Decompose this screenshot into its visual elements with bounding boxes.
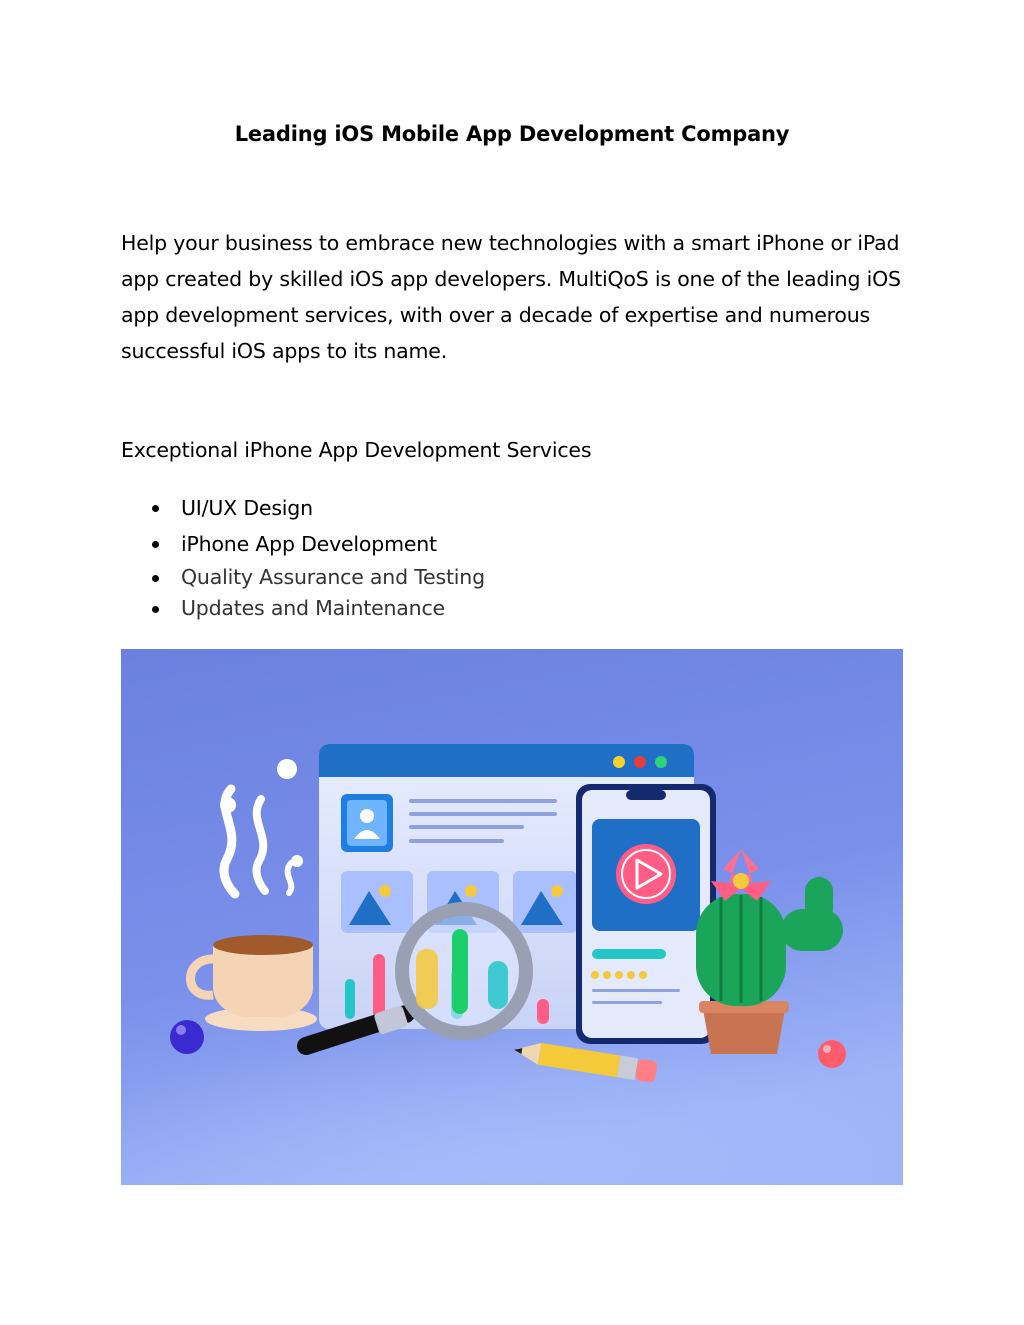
bullet-icon [152, 606, 159, 613]
intro-paragraph: Help your business to embrace new technologies with a smart iPhone or iPad app created by skilled iOS app developers. MultiQoS is one of the leading iOS app development services, with over a decade of expertise and numerous successful iOS apps to its name. [121, 231, 901, 363]
list-item: iPhone App Development [121, 526, 485, 562]
list-item: Quality Assurance and Testing [121, 562, 485, 593]
list-item: Updates and Maintenance [121, 593, 485, 624]
bullet-icon [152, 505, 159, 512]
hero-illustration [121, 649, 903, 1185]
bullet-icon [152, 541, 159, 548]
services-list [121, 490, 485, 624]
play-button-icon [616, 844, 676, 904]
list-item: UI/UX Design [121, 490, 485, 526]
services-heading: Exceptional iPhone App Development Services [121, 438, 592, 462]
bullet-icon [152, 575, 159, 582]
user-profile-icon [341, 794, 393, 852]
smartphone-icon [576, 784, 716, 1044]
page-title: Leading iOS Mobile App Development Company [234, 122, 790, 146]
